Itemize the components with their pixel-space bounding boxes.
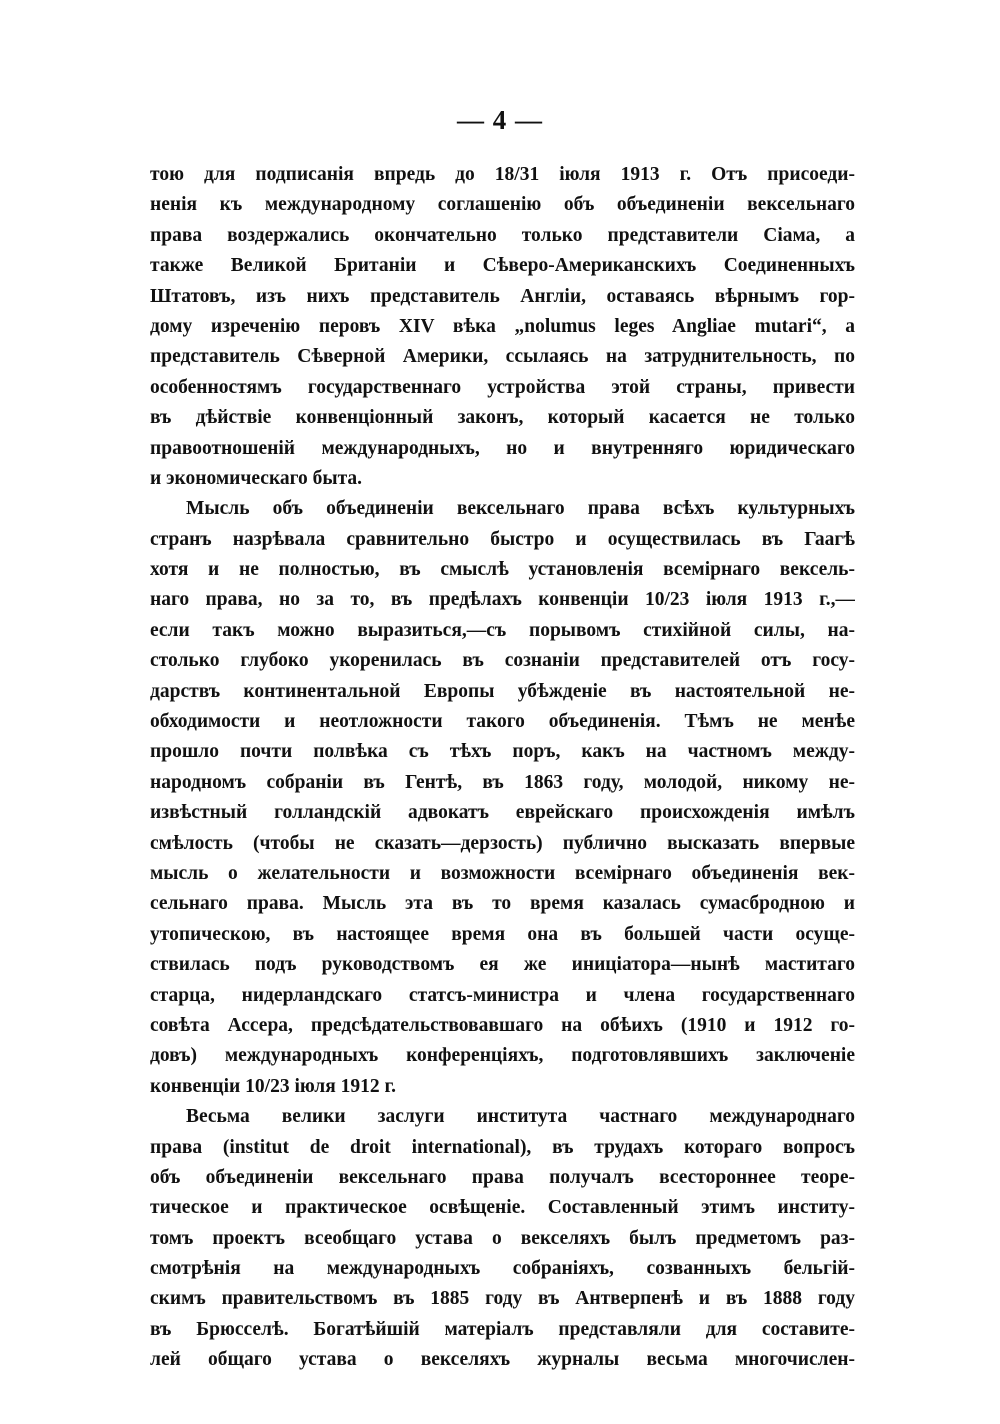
text-line: конвенціи 10/23 іюля 1912 г. — [150, 1075, 397, 1097]
text-line: и экономическаго быта. — [150, 467, 363, 489]
text-line: скимъ правительствомъ въ 1885 году въ Антверпенѣ и въ 1888 году — [150, 1288, 855, 1310]
text-line: объ объединеніи вексельнаго права получалъ всестороннее теоре- — [150, 1166, 855, 1188]
text-line: въ Брюсселѣ. Богатѣйшій матеріалъ представляли для составите- — [150, 1318, 855, 1340]
text-line: тою для подписанія впредь до 18/31 іюля 1913 г. Отъ присоеди- — [150, 164, 855, 185]
text-line: смѣлость (чтобы не сказать—дерзость) публично высказать впервые — [150, 832, 855, 854]
text-line: ствилась подъ руководствомъ ея же иниціатора—нынѣ маститаго — [150, 954, 855, 976]
text-line: обходимости и неотложности такого объединенія. Тѣмъ не менѣе — [150, 711, 855, 733]
text-line: въ дѣйствіе конвенціонный законъ, который касается не только — [150, 407, 855, 429]
text-line: смотрѣнія на международныхъ собраніяхъ, созванныхъ бельгій- — [150, 1258, 855, 1280]
text-line: также Великой Британіи и Сѣверо-Американскихъ Соединенныхъ — [150, 255, 855, 277]
text-line: дому изреченію перовъ XIV вѣка „nolumus leges Angliae mutari“, а — [150, 315, 855, 337]
page-number: — 4 — — [457, 105, 543, 135]
text-line: Штатовъ, изъ нихъ представитель Англіи, оставаясь вѣрнымъ гор- — [150, 285, 855, 307]
text-line: мысль о желательности и возможности всемірнаго объединенія век- — [150, 862, 855, 884]
text-line: лей общаго устава о векселяхъ журналы весьма многочислен- — [150, 1349, 855, 1371]
text-line: извѣстный голландскій адвокатъ еврейскаго происхожденія имѣлъ — [150, 802, 855, 824]
text-line: права (institut de droit international), въ трудахъ котораго вопросъ — [150, 1136, 855, 1158]
paragraph-1 — [150, 160, 855, 494]
text-line: дарствъ континентальной Европы убѣжденіе въ настоятельной не- — [150, 680, 855, 702]
text-line: народномъ собраніи въ Гентѣ, въ 1863 году, молодой, никому не- — [150, 771, 855, 793]
text-line: если такъ можно выразиться,—съ порывомъ стихійной силы, на- — [150, 619, 855, 641]
text-line: права воздержались окончательно только представители Сіама, а — [150, 224, 855, 246]
text-line: томъ проектъ всеобщаго устава о векселяхъ былъ предметомъ раз- — [150, 1227, 855, 1249]
text-line: ненія къ международному соглашенію объ объединеніи вексельнаго — [150, 194, 855, 216]
text-line: правоотношеній международныхъ, но и внутренняго юридическаго — [150, 437, 855, 459]
text-line: Мысль объ объединеніи вексельнаго права всѣхъ культурныхъ — [186, 498, 855, 520]
body-text — [150, 160, 855, 1376]
text-line: утопическою, въ настоящее время она въ большей части осуще- — [150, 923, 855, 945]
text-line: довъ) международныхъ конференціяхъ, подготовлявшихъ заключеніе — [150, 1045, 855, 1067]
text-line: тическое и практическое освѣщеніе. Составленный этимъ институ- — [150, 1197, 855, 1219]
paragraph-2 — [150, 494, 855, 1102]
paragraph-3 — [150, 1102, 855, 1376]
text-line: странъ назрѣвала сравнительно быстро и осуществилась въ Гаагѣ — [150, 528, 855, 550]
text-line: хотя и не полностью, въ смыслѣ установленія всемірнаго вексель- — [150, 559, 855, 581]
text-line: представитель Сѣверной Америки, ссылаясь на затруднительность, по — [150, 346, 855, 368]
text-line: особенностямъ государственнаго устройства этой страны, привести — [150, 376, 855, 398]
text-line: наго права, но за то, въ предѣлахъ конвенціи 10/23 іюля 1913 г.,— — [150, 589, 855, 611]
text-line: столько глубоко укоренилась въ сознаніи представителей отъ госу- — [150, 650, 855, 672]
text-line: Весьма велики заслуги института частнаго международнаго — [186, 1106, 855, 1128]
text-line: совѣта Ассера, предсѣдательствовавшаго на обѣихъ (1910 и 1912 го- — [150, 1014, 855, 1036]
text-line: прошло почти полвѣка съ тѣхъ поръ, какъ на частномъ между- — [150, 741, 855, 763]
text-line: сельнаго права. Мысль эта въ то время казалась сумасбродною и — [150, 893, 855, 915]
text-line: старца, нидерландскаго статсъ-министра и члена государственнаго — [150, 984, 855, 1006]
